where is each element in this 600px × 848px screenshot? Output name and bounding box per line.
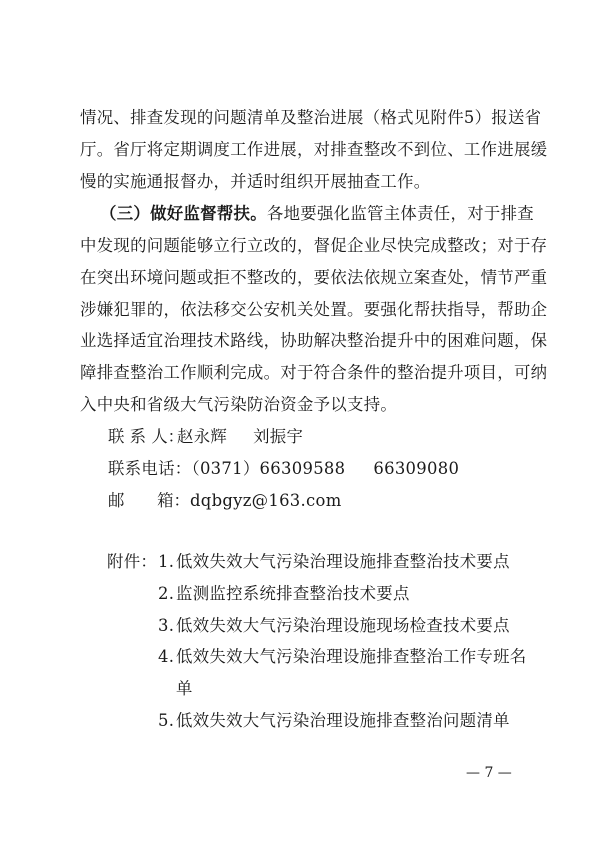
body-line: 障排查整治工作顺利完成。对于符合条件的整治提升项目，可纳 <box>80 363 548 382</box>
attachment-item <box>158 584 520 604</box>
attachment-number: 5. <box>158 711 175 730</box>
contact-email[interactable]: dqbgyz@163.com <box>190 491 342 510</box>
attachment-title: 低效失效大气污染治理设施排查整治技术要点 <box>176 552 510 571</box>
body-line: 业选择适宜治理技术路线，协助解决整治提升中的困难问题，保 <box>80 331 548 350</box>
attachment-item <box>158 616 520 636</box>
attachment-title: 低效失效大气污染治理设施排查整治工作专班名 <box>176 647 527 666</box>
contact-email-label: 邮 箱： <box>108 491 190 510</box>
page-number: — 7 — <box>466 765 512 781</box>
attachment-number: 2. <box>158 584 175 603</box>
section-3-heading: （三）做好监督帮扶。 <box>100 204 267 223</box>
body-line: 在突出环境问题或拒不整改的，要依法依规立案查处，情节严重 <box>80 268 548 287</box>
contact-person-line <box>108 427 520 447</box>
attachment-title: 监测监控系统排查整治技术要点 <box>176 584 410 603</box>
attachment-number: 1. <box>158 552 175 571</box>
body-line: 情况、排查发现的问题清单及整治进展（格式见附件5）报送省 <box>80 108 542 127</box>
body-line: 慢的实施通报督办，并适时组织开展抽查工作。 <box>80 172 431 191</box>
body-line: 涉嫌犯罪的，依法移交公安机关处置。要强化帮扶指导，帮助企 <box>80 300 548 319</box>
contact-phone-2: 66309080 <box>373 459 460 478</box>
contact-email-line <box>108 491 520 511</box>
section-3-first-line-text: 各地要强化监管主体责任，对于排查 <box>266 204 534 223</box>
contact-phone-1: （0371）66309588 <box>191 459 346 478</box>
contact-person-1: 赵永辉 <box>177 427 228 446</box>
attachment-item <box>158 711 520 731</box>
body-line: 厅。省厅将定期调度工作进展，对排查整改不到位、工作进展缓 <box>80 140 548 159</box>
contact-phone-label: 联系电话： <box>108 459 192 478</box>
body-line: 入中央和省级大气污染防治资金予以支持。 <box>80 395 398 414</box>
attachment-item <box>158 552 520 572</box>
section-3-first-line <box>100 204 534 224</box>
contact-person-label: 联 系 人： <box>108 427 184 446</box>
attachment-number: 3. <box>158 616 175 635</box>
attachment-item <box>158 647 527 667</box>
body-line: 中发现的问题能够立行立改的，督促企业尽快完成整改；对于存 <box>80 236 548 255</box>
contact-phone-line <box>108 459 520 479</box>
attachment-number: 4. <box>158 647 175 666</box>
attachment-title: 低效失效大气污染治理设施现场检查技术要点 <box>176 616 510 635</box>
contact-person-2: 刘振宇 <box>253 427 304 446</box>
attachments-label: 附件： <box>107 552 158 571</box>
attachment-title: 低效失效大气污染治理设施排查整治问题清单 <box>176 711 510 730</box>
attachment-item-continuation: 单 <box>176 679 193 698</box>
